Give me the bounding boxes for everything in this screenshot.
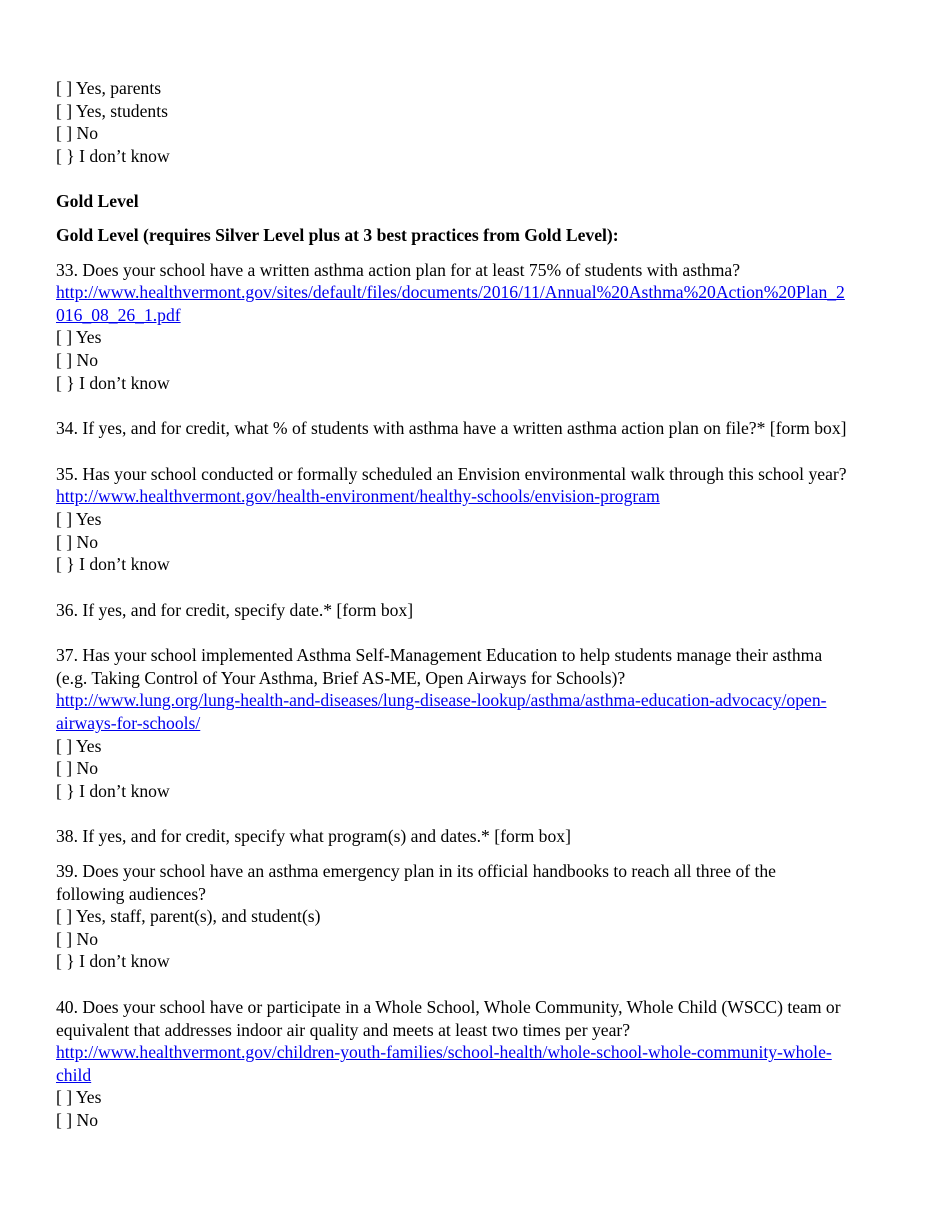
question-39-option-yes[interactable]: [ ] Yes, staff, parent(s), and student(s) [56,906,321,927]
question-36 [56,599,906,622]
question-33-option-no[interactable]: [ ] No [56,349,99,370]
question-38 [56,825,906,848]
question-34 [56,417,906,440]
question-37-text-line1: 37. Has your school implemented Asthma Self-Management Education to help students manage their asthma [56,645,823,666]
gold-level-heading: Gold Level [56,191,139,212]
question-33-text: 33. Does your school have a written asthma action plan for at least 75% of students with asthma? [56,259,741,280]
question-37-link-line2[interactable]: airways-for-schools/ [56,713,201,734]
question-33-option-yes[interactable]: [ ] Yes [56,327,102,348]
top-options [56,77,906,167]
document-page [56,77,906,1132]
question-35-text: 35. Has your school conducted or formally scheduled an Envision environmental walk through this school year? [56,463,847,484]
question-37-option-yes[interactable]: [ ] Yes [56,735,102,756]
option-yes-students[interactable]: [ ] Yes, students [56,100,168,121]
question-37 [56,644,906,802]
question-39 [56,860,906,973]
question-33 [56,259,906,395]
question-37-option-no[interactable]: [ ] No [56,758,99,779]
question-40 [56,996,906,1132]
question-35-link[interactable]: http://www.healthvermont.gov/health-environment/healthy-schools/envision-program [56,486,660,507]
question-35-option-yes[interactable]: [ ] Yes [56,508,102,529]
question-40-link-line2[interactable]: child [56,1064,92,1085]
question-36-text: 36. If yes, and for credit, specify date.* [form box] [56,599,414,620]
question-37-link-line1[interactable]: http://www.lung.org/lung-health-and-diseases/lung-disease-lookup/asthma/asthma-education-advocacy/open- [56,690,827,711]
question-40-text-line1: 40. Does your school have or participate in a Whole School, Whole Community, Whole Child (WSCC) team or [56,997,841,1017]
question-35-option-no[interactable]: [ ] No [56,531,99,552]
option-yes-parents[interactable]: [ ] Yes, parents [56,78,162,98]
question-35 [56,463,906,576]
gold-level-requirement: Gold Level (requires Silver Level plus at 3 best practices from Gold Level): [56,224,619,245]
option-no[interactable]: [ ] No [56,123,99,144]
question-39-text-line2: following audiences? [56,883,206,904]
question-35-option-dont-know[interactable]: [ } I don’t know [56,554,170,575]
question-37-text-line2: (e.g. Taking Control of Your Asthma, Brief AS-ME, Open Airways for Schools)? [56,667,626,688]
question-38-text: 38. If yes, and for credit, specify what program(s) and dates.* [form box] [56,826,571,847]
question-40-link-line1[interactable]: http://www.healthvermont.gov/children-youth-families/school-health/whole-school-whole-community-whole- [56,1042,832,1063]
question-33-link-line1[interactable]: http://www.healthvermont.gov/sites/default/files/documents/2016/11/Annual%20Asthma%20Action%20Plan_2 [56,282,845,303]
question-40-option-yes[interactable]: [ ] Yes [56,1087,102,1108]
question-40-text-line2: equivalent that addresses indoor air quality and meets at least two times per year? [56,1019,631,1040]
question-34-text: 34. If yes, and for credit, what % of students with asthma have a written asthma action plan on file?* [form box] [56,418,847,439]
question-33-link-line2[interactable]: 016_08_26_1.pdf [56,304,181,325]
question-39-text-line1: 39. Does your school have an asthma emergency plan in its official handbooks to reach all three of the [56,861,776,882]
question-37-option-dont-know[interactable]: [ } I don’t know [56,780,170,801]
option-dont-know[interactable]: [ } I don’t know [56,145,170,166]
question-33-option-dont-know[interactable]: [ } I don’t know [56,372,170,393]
question-40-option-no[interactable]: [ ] No [56,1109,99,1130]
question-39-option-no[interactable]: [ ] No [56,928,99,949]
question-39-option-dont-know[interactable]: [ } I don’t know [56,951,170,972]
